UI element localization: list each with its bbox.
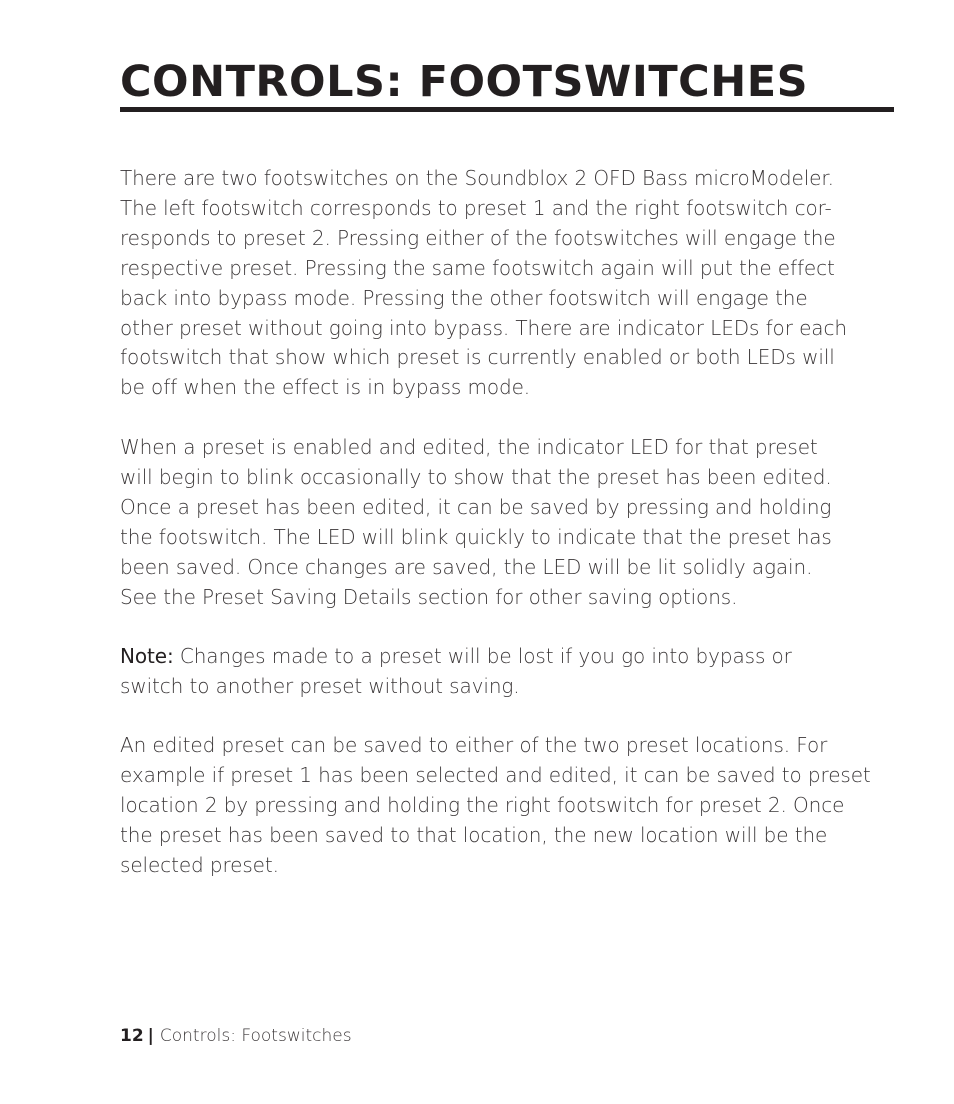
page-number: 12 [120, 1026, 144, 1046]
paragraph-footswitch-overview: There are two footswitches on the Soundblox 2 OFD Bass microModeler. The left footswitch corresponds to preset 1 and the right footswitch cor- responds to preset 2. Pressing either of the footswitches will engage the respective preset. Pressing the same footswitch again will put the effect back into bypass mode. Pressing the other footswitch will engage the other preset without going into bypass. There are indicator LEDs for each footswitch that show which preset is currently enabled or both LEDs will be off when the effect is in bypass mode. [120, 166, 847, 400]
note-label: Note: [120, 644, 174, 668]
note-text: Changes made to a preset will be lost if you go into bypass or switch to another preset without saving. [120, 644, 792, 698]
page-footer [120, 1024, 352, 1048]
page-title: CONTROLS: FOOTSWITCHES [120, 57, 809, 107]
paragraph-preset-locations: An edited preset can be saved to either of the two preset locations. For example if preset 1 has been selected and edited, it can be saved to preset location 2 by pressing and holding the right footswitch for preset 2. Once the preset has been saved to that location, the new location will be the selected preset. [120, 733, 871, 877]
footer-separator: | [147, 1026, 154, 1046]
paragraph-preset-editing: When a preset is enabled and edited, the indicator LED for that preset will begin to blink occasionally to show that the preset has been edited. Once a preset has been edited, it can be saved by pressing and holding the footswitch. The LED will blink quickly to indicate that the preset has been saved. Once changes are saved, the LED will be lit solidly again. See the Preset Saving Details section for other saving options. [120, 435, 832, 609]
footer-section-label: Controls: Footswitches [159, 1026, 352, 1046]
title-underline-rule [120, 107, 894, 112]
note-paragraph [120, 642, 910, 702]
